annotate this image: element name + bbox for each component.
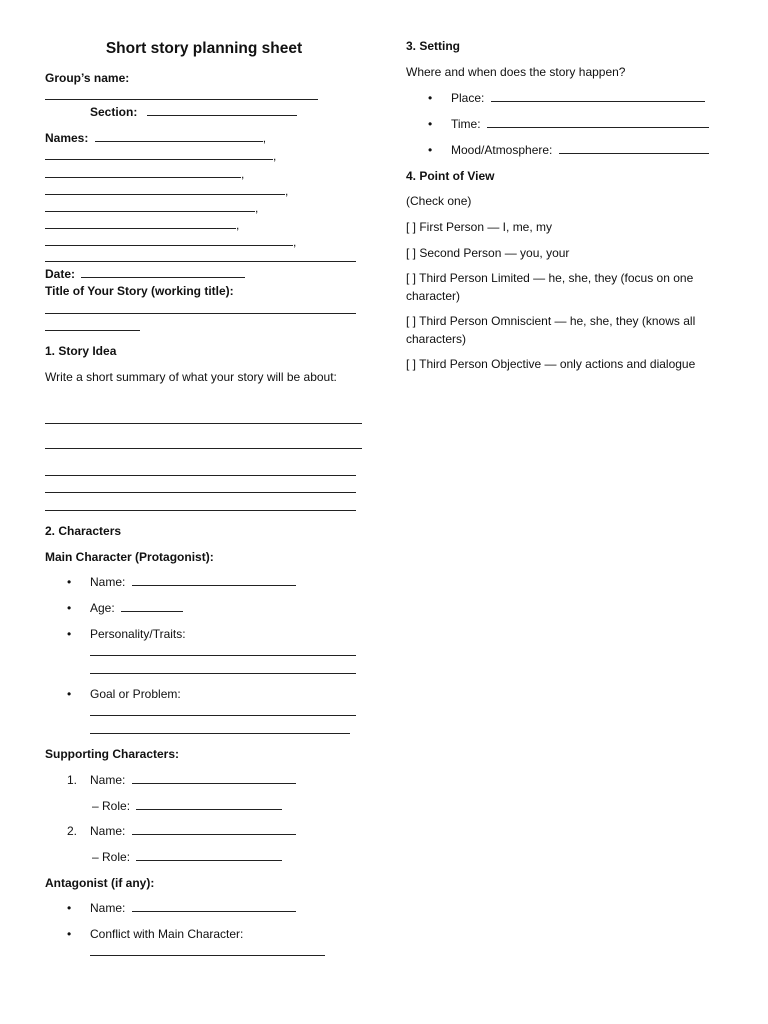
summary-line-3[interactable] bbox=[45, 475, 356, 476]
names-row: Names: , bbox=[45, 131, 267, 145]
traits-line-1[interactable] bbox=[90, 655, 356, 656]
supporting-1-role-field[interactable] bbox=[136, 798, 282, 810]
summary-line-1[interactable] bbox=[45, 423, 362, 424]
time-field[interactable] bbox=[487, 116, 709, 128]
names-label: Names: bbox=[45, 131, 89, 145]
name-field-2[interactable] bbox=[45, 148, 273, 160]
names-line-5: , bbox=[45, 200, 258, 217]
supporting-2-name-row bbox=[90, 823, 296, 840]
story-title-label: Title of Your Story (working title): bbox=[45, 284, 234, 298]
bullet-icon: • bbox=[428, 143, 433, 157]
pov-option-third-omniscient[interactable]: [ ] Third Person Omniscient — he, she, they (knows all characters) bbox=[406, 314, 696, 346]
names-line-3: , bbox=[45, 166, 244, 183]
names-line-6: , bbox=[45, 217, 239, 234]
page-title: Short story planning sheet bbox=[105, 40, 303, 57]
story-idea-heading: 1. Story Idea bbox=[45, 344, 117, 358]
antagonist-conflict-label: Conflict with Main Character: bbox=[90, 927, 244, 941]
supporting-2-role-field[interactable] bbox=[136, 849, 282, 861]
bullet-icon: • bbox=[67, 627, 72, 641]
time-row bbox=[451, 116, 709, 133]
characters-heading: 2. Characters bbox=[45, 524, 122, 538]
main-traits-label: Personality/Traits: bbox=[90, 627, 186, 641]
supporting-1-name-label: Name: bbox=[90, 773, 126, 787]
supporting-1-number: 1. bbox=[67, 773, 78, 787]
bullet-icon: • bbox=[67, 601, 72, 615]
bullet-icon: • bbox=[67, 901, 72, 915]
pov-instruction: (Check one) bbox=[406, 194, 472, 208]
time-label: Time: bbox=[451, 117, 481, 131]
supporting-1-role-label: – Role: bbox=[92, 799, 131, 813]
summary-line-5[interactable] bbox=[45, 510, 356, 511]
story-title-field-2[interactable] bbox=[45, 330, 140, 331]
antagonist-name-label: Name: bbox=[90, 901, 126, 915]
main-goal-label: Goal or Problem: bbox=[90, 687, 181, 701]
supporting-2-role-label: – Role: bbox=[92, 850, 131, 864]
antagonist-name-field[interactable] bbox=[132, 900, 296, 912]
antagonist-name-row bbox=[90, 900, 296, 917]
summary-line-2[interactable] bbox=[45, 448, 362, 449]
supporting-2-role-row bbox=[92, 849, 282, 866]
story-title-field-1[interactable] bbox=[45, 313, 356, 314]
names-line-4: , bbox=[45, 183, 288, 200]
place-row bbox=[451, 90, 705, 107]
supporting-1-role-row bbox=[92, 798, 282, 815]
date-row bbox=[45, 266, 245, 283]
goal-line-1[interactable] bbox=[90, 715, 356, 716]
groups-name-field[interactable] bbox=[45, 99, 318, 100]
pov-option-third-limited[interactable]: [ ] Third Person Limited — he, she, they (focus on one character) bbox=[406, 271, 694, 303]
main-name-label: Name: bbox=[90, 575, 126, 589]
section-row bbox=[90, 104, 297, 121]
supporting-characters-heading: Supporting Characters: bbox=[45, 747, 180, 761]
antagonist-heading: Antagonist (if any): bbox=[45, 876, 155, 890]
pov-heading: 4. Point of View bbox=[406, 169, 495, 183]
main-age-label: Age: bbox=[90, 601, 115, 615]
bullet-icon: • bbox=[428, 91, 433, 105]
groups-name-label: Group’s name: bbox=[45, 71, 130, 85]
place-label: Place: bbox=[451, 91, 485, 105]
main-age-row bbox=[90, 600, 183, 617]
mood-field[interactable] bbox=[559, 142, 709, 154]
name-field-7[interactable] bbox=[45, 234, 293, 246]
story-idea-prompt: Write a short summary of what your story will be about: bbox=[45, 370, 337, 384]
name-field-4[interactable] bbox=[45, 183, 285, 195]
traits-line-2[interactable] bbox=[90, 673, 356, 674]
pov-option-second-person[interactable]: [ ] Second Person — you, your bbox=[406, 246, 570, 260]
goal-line-2[interactable] bbox=[90, 733, 350, 734]
summary-line-4[interactable] bbox=[45, 492, 356, 493]
supporting-1-name-field[interactable] bbox=[132, 772, 296, 784]
names-line-7: , bbox=[45, 234, 296, 251]
bullet-icon: • bbox=[428, 117, 433, 131]
name-field-1[interactable] bbox=[95, 130, 263, 142]
date-label: Date: bbox=[45, 267, 76, 281]
bullet-icon: • bbox=[67, 927, 72, 941]
supporting-2-number: 2. bbox=[67, 824, 78, 838]
pov-option-third-objective[interactable]: [ ] Third Person Objective — only actions and dialogue bbox=[406, 357, 696, 371]
names-line-2: , bbox=[45, 148, 276, 165]
name-field-3[interactable] bbox=[45, 166, 241, 178]
name-field-5[interactable] bbox=[45, 200, 255, 212]
setting-heading: 3. Setting bbox=[406, 39, 461, 53]
date-field[interactable] bbox=[81, 266, 245, 278]
supporting-1-name-row bbox=[90, 772, 296, 789]
setting-prompt: Where and when does the story happen? bbox=[406, 65, 626, 79]
pov-option-first-person[interactable]: [ ] First Person — I, me, my bbox=[406, 220, 553, 234]
supporting-2-name-label: Name: bbox=[90, 824, 126, 838]
section-field[interactable] bbox=[147, 104, 297, 116]
place-field[interactable] bbox=[491, 90, 705, 102]
main-name-field[interactable] bbox=[132, 574, 296, 586]
main-character-heading: Main Character (Protagonist): bbox=[45, 550, 214, 564]
main-name-row bbox=[90, 574, 296, 591]
names-field-8[interactable] bbox=[45, 261, 356, 262]
conflict-line[interactable] bbox=[90, 955, 325, 956]
section-label: Section: bbox=[90, 105, 138, 119]
name-field-6[interactable] bbox=[45, 217, 236, 229]
bullet-icon: • bbox=[67, 687, 72, 701]
bullet-icon: • bbox=[67, 575, 72, 589]
main-age-field[interactable] bbox=[121, 600, 183, 612]
mood-row bbox=[451, 142, 709, 159]
supporting-2-name-field[interactable] bbox=[132, 823, 296, 835]
mood-label: Mood/Atmosphere: bbox=[451, 143, 553, 157]
